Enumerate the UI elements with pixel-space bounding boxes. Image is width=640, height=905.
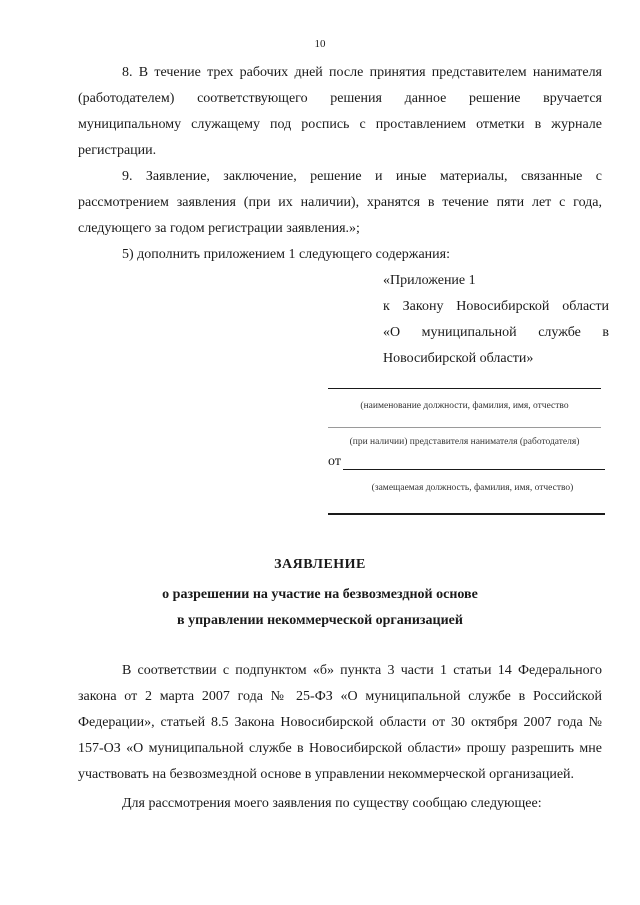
appendix-line: к Закону Новосибирской области [383, 299, 609, 314]
addressee-line-1 [328, 388, 601, 389]
bottom-text-block [78, 658, 602, 817]
sender-line-2 [328, 513, 605, 515]
appendix-line: «Приложение 1 [383, 273, 476, 288]
top-text-block [78, 60, 602, 268]
from-label: от [328, 454, 341, 469]
appendix-line: Новосибирской области» [383, 351, 534, 366]
paragraph-item-8: 8. В течение трех рабочих дней после принятия представителем нанимателя (работодателем) соответствующего решения данное решение вручается муниципальному служащему под роспись с проставлением отметки в журнале регистрации. [78, 65, 602, 158]
statement-subtitle-line-2: в управлении некоммерческой организацией [177, 613, 463, 628]
addressee-caption-2: (при наличии) представителя нанимателя (работодателя) [349, 437, 580, 447]
page-number: 10 [314, 38, 326, 50]
paragraph-item-9: 9. Заявление, заключение, решение и иные материалы, связанные с рассмотрением заявления (при их наличии), хранятся в течение пяти лет с года, следующего за годом регистрации заявления.»; [78, 169, 602, 236]
addressee-line-2 [328, 427, 601, 428]
statement-title: ЗАЯВЛЕНИЕ [274, 557, 366, 572]
appendix-line: «О муниципальной службе в [383, 325, 609, 340]
statement-subtitle-line-1: о разрешении на участие на безвозмездной основе [162, 587, 478, 602]
sender-caption: (замещаемая должность, фамилия, имя, отчество) [371, 483, 574, 493]
statement-info-paragraph: Для рассмотрения моего заявления по существу сообщаю следующее: [122, 796, 542, 811]
paragraph-item-5-amendment: 5) дополнить приложением 1 следующего содержания: [122, 247, 450, 262]
statement-request-paragraph: В соответствии с подпунктом «б» пункта 3 части 1 статьи 14 Федерального закона от 2 марта 2007 года № 25-ФЗ «О муниципальной службе в Российской Федерации», статьей 8.5 Закона Новосибирской области от 30 октября 2007 года № 157-ОЗ «О муниципальной службе в Новосибирской области» прошу разрешить мне участвовать на безвозмездной основе в управлении некоммерческой организацией. [78, 663, 602, 782]
appendix-header [383, 268, 609, 372]
addressee-caption-1: (наименование должности, фамилия, имя, отчество [360, 401, 569, 411]
sender-line [343, 469, 605, 470]
